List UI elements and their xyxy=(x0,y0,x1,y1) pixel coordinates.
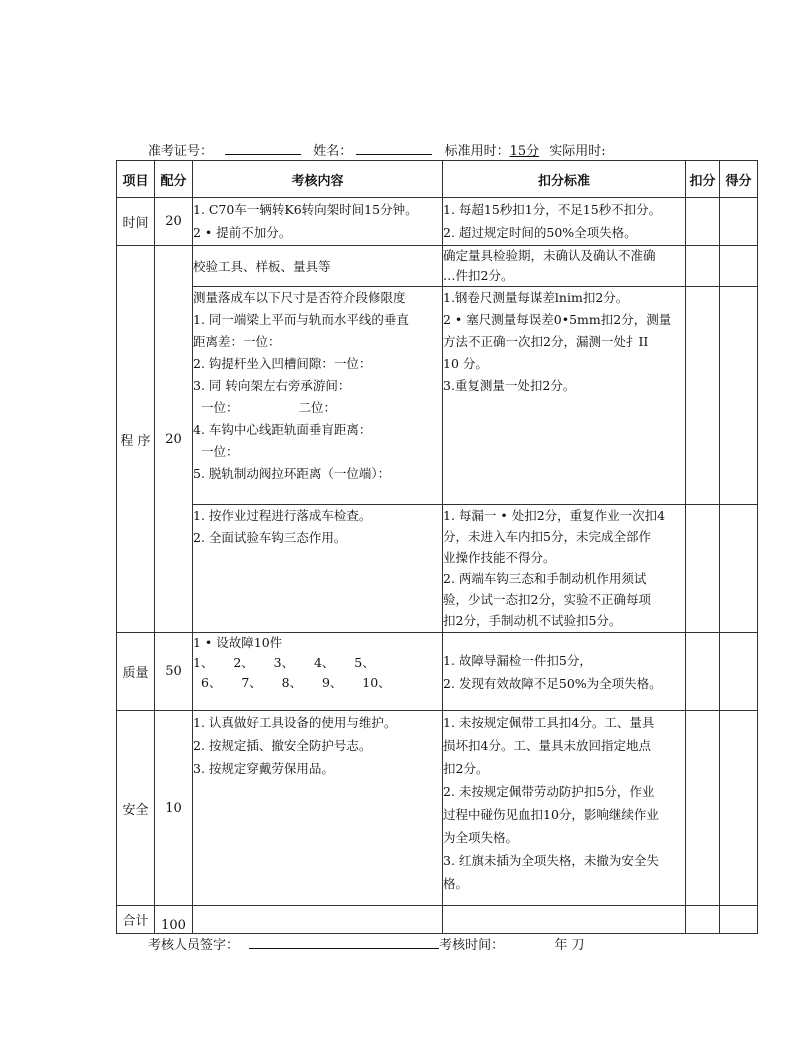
name-label: 姓名： xyxy=(313,144,353,159)
ticket-blank[interactable] xyxy=(225,142,301,155)
content-procedure-1: 校验工具、样板、量具等 xyxy=(193,246,443,287)
examiner-signature-blank[interactable] xyxy=(249,936,439,949)
got-safety[interactable] xyxy=(720,711,758,906)
examiner-label: 考核人员签字： xyxy=(148,938,240,953)
col-header-standard: 扣分标准 xyxy=(443,161,686,198)
name-blank[interactable] xyxy=(356,142,432,155)
exam-date: 年 刀 xyxy=(554,938,585,953)
score-quality: 50 xyxy=(155,633,193,711)
score-procedure: 20 xyxy=(155,246,193,633)
got-quality[interactable] xyxy=(720,633,758,711)
col-header-score: 配分 xyxy=(155,161,193,198)
exam-header xyxy=(148,140,606,159)
table-row-procedure-1 xyxy=(117,246,758,287)
table-row-procedure-3 xyxy=(117,505,758,633)
standard-procedure-2: 1.钢卷尺测量每谋差lnim扣2分。 2 • 塞尺测量每误差0•5mm扣2分，测量 方法不正确一次扣2分，漏测一处扌II 10 分。 3.重复测量一处扣2分。 xyxy=(443,287,686,505)
deduct-time[interactable] xyxy=(686,198,720,246)
standard-quality: 1. 故障导漏检一件扣5分， 2. 发现有效故障不足50%为全项失格。 xyxy=(443,633,686,711)
got-time[interactable] xyxy=(720,198,758,246)
col-header-item: 项目 xyxy=(117,161,155,198)
score-time: 20 xyxy=(155,198,193,246)
got-total[interactable] xyxy=(720,906,758,934)
table-row-total xyxy=(117,906,758,934)
col-header-content: 考核内容 xyxy=(193,161,443,198)
deduct-procedure-2[interactable] xyxy=(686,287,720,505)
actual-time-label: 实际用时: xyxy=(549,144,606,159)
deduct-procedure-3[interactable] xyxy=(686,505,720,633)
standard-procedure-3: 1. 每漏一 • 处扣2分，重复作业一次扣4 分，未进入车内扣5分，未完成全部作 业操作技能不得分。 2. 两端车钩三态和手制动机作用须试 验，少试一态扣2分，实验不正确每项 扣2分，手制动机不试验扣5分。 xyxy=(443,505,686,633)
standard-safety: 1. 未按规定佩带工具扣4分。工、量具 损坏扣4分。工、量具未放回指定地点 扣2分。 2. 未按规定佩带劳动防护扣5分，作业 过程中碰伤见血扣10分，影响继续作业 为全项失格。 3. 红旗未插为全项失格，未撤为安全失 格。 xyxy=(443,711,686,906)
got-procedure-1[interactable] xyxy=(720,246,758,287)
col-header-got: 得分 xyxy=(720,161,758,198)
deduct-safety[interactable] xyxy=(686,711,720,906)
content-quality: 1 • 设故障10件 1、 2、 3、 4、 5、 6、 7、 8、 9、 10、 xyxy=(193,633,443,711)
item-time: 时间 xyxy=(117,198,155,246)
got-procedure-3[interactable] xyxy=(720,505,758,633)
score-safety: 10 xyxy=(155,711,193,906)
item-safety: 安全 xyxy=(117,711,155,906)
item-quality: 质量 xyxy=(117,633,155,711)
deduct-total[interactable] xyxy=(686,906,720,934)
deduct-procedure-1[interactable] xyxy=(686,246,720,287)
table-row-procedure-2 xyxy=(117,287,758,505)
assessment-table xyxy=(116,160,758,934)
exam-footer xyxy=(148,934,584,953)
got-procedure-2[interactable] xyxy=(720,287,758,505)
std-time-label: 标准用时： xyxy=(444,144,510,159)
content-time: 1. C70车一辆转K6转向架时间15分钟。 2 • 提前不加分。 xyxy=(193,198,443,246)
item-total: 合计 xyxy=(117,906,155,934)
table-header-row xyxy=(117,161,758,198)
ticket-label: 准考证号： xyxy=(148,144,214,159)
item-procedure: 程 序 xyxy=(117,246,155,633)
standard-time: 1. 每超15秒扣1分，不足15秒不扣分。 2. 超过规定时间的50%全项失格。 xyxy=(443,198,686,246)
content-procedure-2: 测量落成车以下尺寸是否符介段修限度 1. 同一端梁上平而与轨而水平线的垂直 距离差：一位： 2. 钩提杆坐入凹槽间隙：一位： 3. 同 转向架左右旁承游间： 一位： 二位： 4. 车钩中心线距轨面垂肓距离： 一位： 5. 脱轨制动阀拉环距离（一位端）： xyxy=(193,287,443,505)
content-total xyxy=(193,906,443,934)
table-row-quality xyxy=(117,633,758,711)
content-procedure-3: 1. 按作业过程进行落成车检查。 2. 全面试验车钩三态作用。 xyxy=(193,505,443,633)
content-safety: 1. 认真做好工具设备的使用与维护。 2. 按规定插、撤安全防护号志。 3. 按规定穿戴劳保用品。 xyxy=(193,711,443,906)
table-row-time xyxy=(117,198,758,246)
standard-procedure-1: 确定量具检验期，未确认及确认不准确 …件扣2分。 xyxy=(443,246,686,287)
col-header-deduct: 扣分 xyxy=(686,161,720,198)
table-row-safety xyxy=(117,711,758,906)
std-time-value: 15分 xyxy=(509,144,540,159)
exam-time-label: 考核时间： xyxy=(439,938,505,953)
deduct-quality[interactable] xyxy=(686,633,720,711)
standard-total xyxy=(443,906,686,934)
score-total: 100 xyxy=(155,906,193,934)
